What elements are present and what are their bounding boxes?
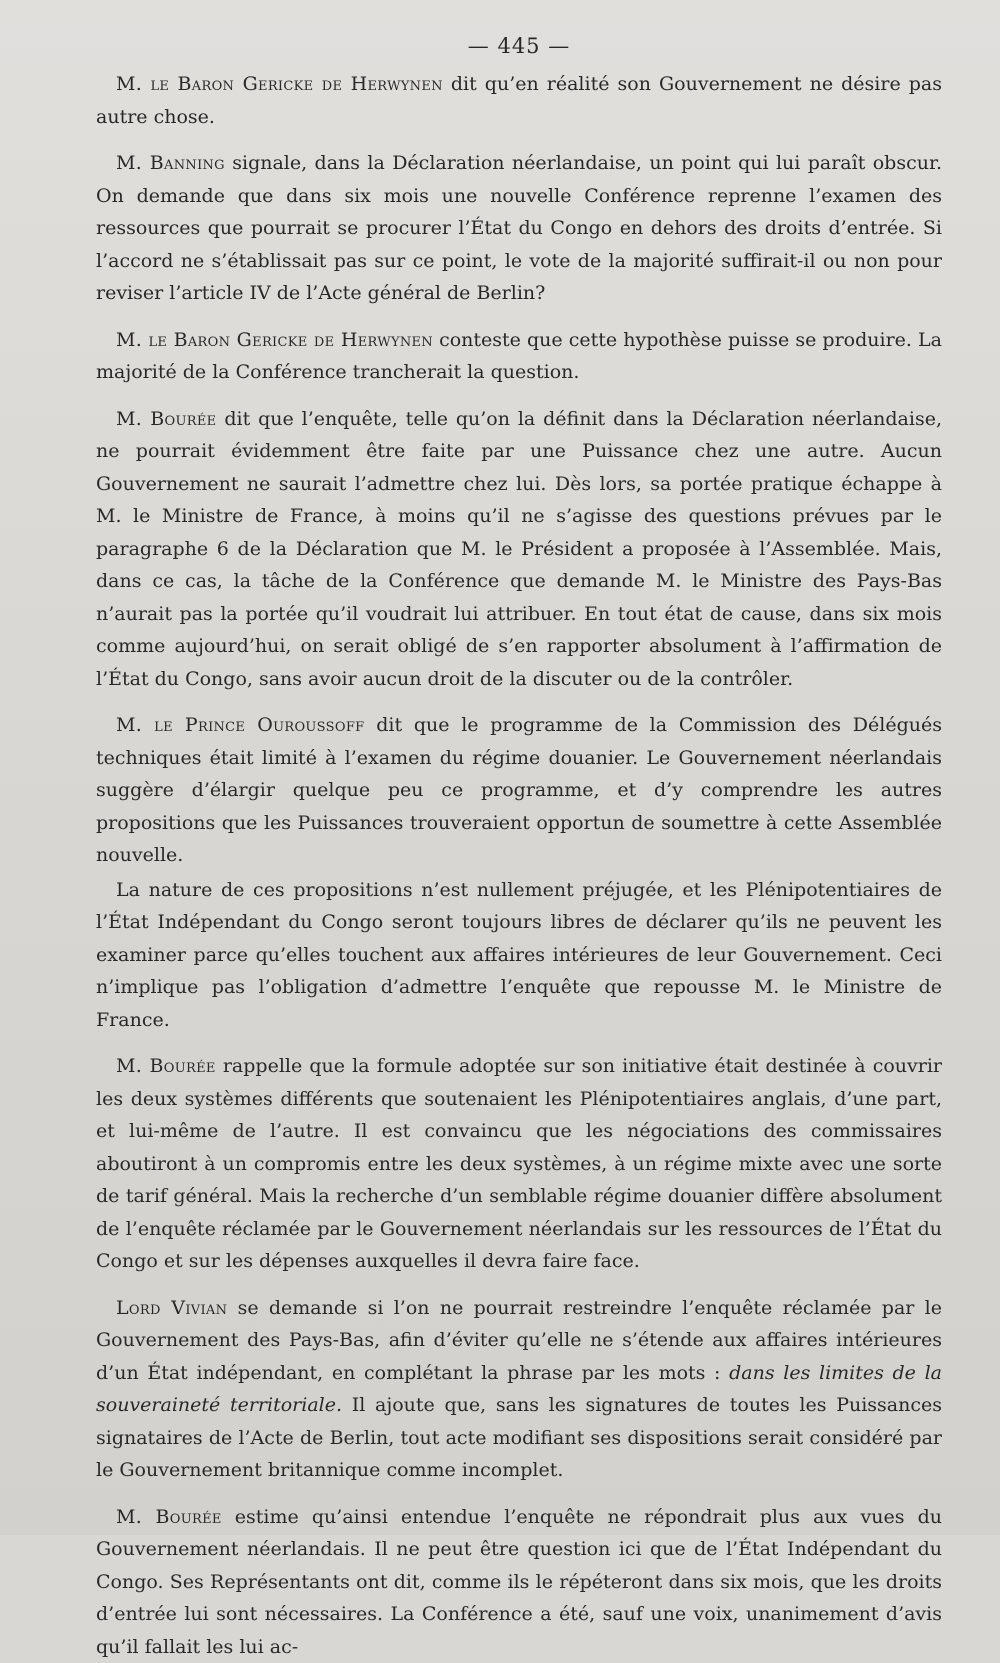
speaker-name: M. le Baron Gericke de Herwynen <box>116 329 433 351</box>
paragraph-text: se demande si l’on ne pourrait restreindre l’enquête réclamée par le Gouvernement des Pays-Bas, afin d’éviter qu’elle ne s’étende aux affaires intérieures d’un État indépendant, en complétant la phrase par les mots : <box>96 1297 942 1384</box>
paragraph-ouroussoff <box>96 709 942 872</box>
paragraph-text: dit que le programme de la Commission des Délégués techniques était limité à l’examen du régime douanier. Le Gouvernement néerlandais suggère d’élargir quelque peu ce programme, et d’y comprendre les autres propositions que les Puissances trouveraient opportun de soumettre à cette Assemblée nouvelle. <box>96 714 942 866</box>
speaker-name: Lord Vivian <box>116 1297 227 1319</box>
paragraph-text: conteste que cette hypothèse puisse se produire. La majorité de la Conférence trancherait la question. <box>96 329 942 384</box>
paragraph-banning <box>96 147 942 310</box>
paragraph-text: estime qu’ainsi entendue l’enquête ne répondrait plus aux vues du Gouvernement néerlandais. Il ne peut être question ici que de l’État Indépendant du Congo. Ses Représentants ont dit, comme ils le répéteront dans six mois, que les droits d’entrée lui sont nécessaires. La Conférence a été, sauf une voix, unanimement d’avis qu’il fallait les lui ac- <box>96 1506 942 1658</box>
paragraph-text: Il ajoute que, sans les signatures de toutes les Puissances signataires de l’Acte de Berlin, tout acte modifiant ses dispositions serait considéré par le Gouvernement britannique comme incomplet. <box>96 1394 942 1481</box>
speaker-name: M. le Prince Ouroussoff <box>116 714 364 736</box>
speaker-name: M. le Baron Gericke de Herwynen <box>116 73 443 95</box>
paragraph-text: dit que l’enquête, telle qu’on la définit dans la Déclaration néerlandaise, ne pourrait évidemment être faite par une Puissance chez une autre. Aucun Gouvernement ne saurait l’admettre chez lui. Dès lors, sa portée pratique échappe à M. le Ministre de France, à moins qu’il ne s’agisse des questions prévues par le paragraphe 6 de la Déclaration que M. le Président a proposée à l’Assemblée. Mais, dans ce cas, la tâche de la Conférence que demande M. le Ministre des Pays-Bas n’aurait pas la portée qu’il voudrait lui attribuer. En tout état de cause, dans six mois comme aujourd’hui, on serait obligé de s’en rapporter absolument à l’affirmation de l’État du Congo, sans avoir aucun droit de la discuter ou de la contrôler. <box>96 408 942 690</box>
speaker-name: M. Bourée <box>116 1055 216 1077</box>
paragraph-bouree-3 <box>96 1501 942 1663</box>
page-number: — 445 — <box>96 30 942 62</box>
paragraph-text: dit qu’en réalité son Gouvernement ne désire pas autre chose. <box>96 73 942 128</box>
speaker-name: M. Bourée <box>116 1506 222 1528</box>
italic-quote: dans les limites de la souveraineté territoriale. <box>96 1362 942 1417</box>
paragraph-text: rappelle que la formule adoptée sur son initiative était destinée à couvrir les deux systèmes différents que soutenaient les Plénipotentiaires anglais, d’une part, et lui-même de l’autre. Il est convaincu que les négociations des commissaires aboutiront à un compromis entre les deux systèmes, à un régime mixte avec une sorte de tarif général. Mais la recherche d’un semblable régime douanier diffère absolument de l’enquête réclamée par le Gouvernement néerlandais sur les ressources de l’État du Congo et sur les dépenses auxquelles il devra faire face. <box>96 1055 942 1272</box>
paragraph-herwynen-1 <box>96 68 942 133</box>
paragraph-text: La nature de ces propositions n’est nullement préjugée, et les Plénipotentiaires de l’État Indépendant du Congo seront toujours libres de déclarer qu’ils ne peuvent les examiner parce qu’elles touchent aux affaires intérieures de leur Gouvernement. Ceci n’implique pas l’obligation d’admettre l’enquête que repousse M. le Ministre de France. <box>96 879 942 1031</box>
paragraph-ouroussoff-continued <box>96 874 942 1037</box>
paragraph-bouree-2 <box>96 1050 942 1278</box>
speaker-name: M. Bourée <box>116 408 216 430</box>
paragraph-bouree-1 <box>96 403 942 696</box>
paragraph-text: signale, dans la Déclaration néerlandaise, un point qui lui paraît obscur. On demande que dans six mois une nouvelle Conférence reprenne l’examen des ressources que pourrait se procurer l’État du Congo en dehors des droits d’entrée. Si l’accord ne s’établissait pas sur ce point, le vote de la majorité suffirait-il ou non pour reviser l’article IV de l’Acte général de Berlin? <box>96 152 942 304</box>
paragraph-vivian <box>96 1292 942 1487</box>
speaker-name: M. Banning <box>116 152 225 174</box>
paragraph-herwynen-2 <box>96 324 942 389</box>
